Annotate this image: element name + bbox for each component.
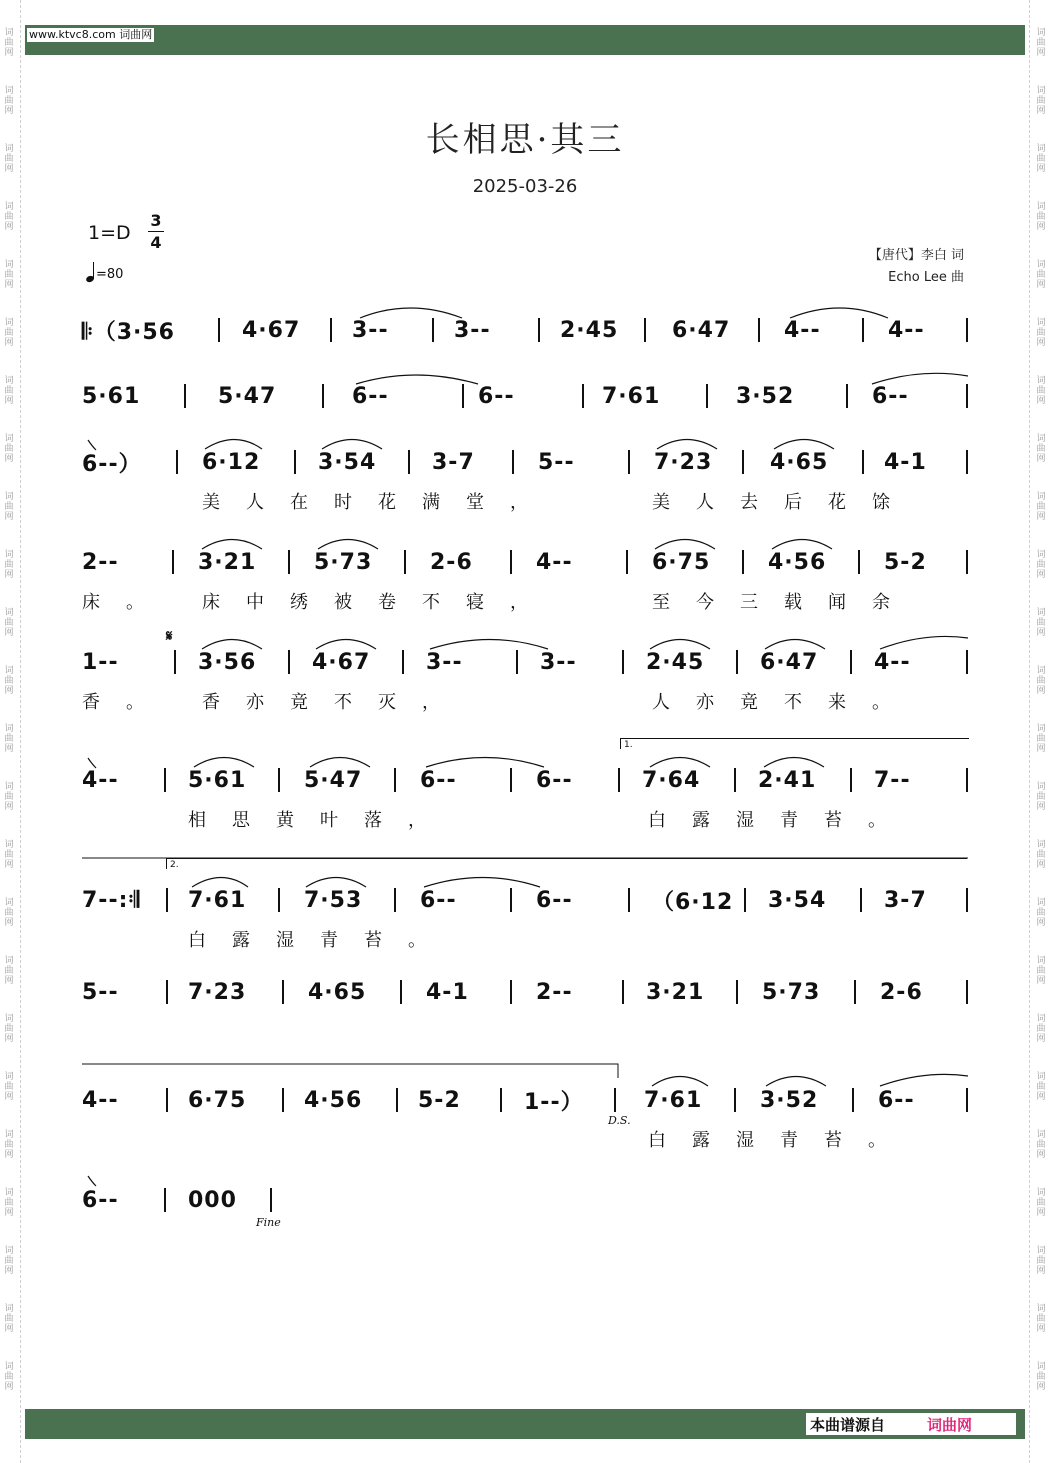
barline [176,450,178,474]
barline [166,980,168,1004]
barline [288,650,290,674]
barline [966,318,968,342]
watermark-text: 词曲网 [4,550,14,580]
barline [538,318,540,342]
measure: 7·61 [644,1087,703,1113]
barline [628,888,630,912]
barline [706,384,708,408]
barline [966,650,968,674]
score-line [82,882,970,918]
repeat-bracket-line [82,1064,618,1078]
watermark-text: 词曲网 [4,202,14,232]
barline [854,980,856,1004]
source-box [806,1413,1016,1435]
score-line [82,762,970,798]
watermark-text: 词曲网 [4,898,14,928]
measure: 6-- [536,767,573,793]
measure: 6-- [536,887,573,913]
measure: 4·56 [304,1087,363,1113]
barline [462,384,464,408]
right-dashed-border [1029,0,1030,1463]
measure: 1--） [524,1089,584,1115]
watermark-text: 词曲网 [4,666,14,696]
measure: 5·61 [82,383,141,409]
watermark-text: 词曲网 [4,1188,14,1218]
barline [510,768,512,792]
barline [278,888,280,912]
watermark-text: 词曲网 [4,840,14,870]
watermark-text: 词曲网 [4,144,14,174]
measure: 7·53 [304,887,363,913]
source-label: 本曲谱源自 [810,1415,886,1434]
barline [404,550,406,574]
measure: 7-- [874,767,911,793]
watermark-text: 词曲网 [4,28,14,58]
watermark-text: 词曲网 [4,318,14,348]
measure: 3·56 [198,649,257,675]
watermark-text: 词曲网 [4,1304,14,1334]
measure: 1-- [82,649,119,675]
lyrics-line [82,1126,970,1150]
measure: 4-- [874,649,911,675]
watermark-text: 词曲网 [1036,492,1046,522]
watermark-text: 词曲网 [4,434,14,464]
time-signature-top: 3 [150,211,162,230]
measure: 3-7 [884,887,927,913]
measure: 6·47 [672,317,731,343]
barline [164,1188,166,1212]
composer-credit: Echo Lee 曲 [888,270,964,285]
measure: 3·21 [646,979,705,1005]
lyricist-credit: 【唐代】李白 词 [868,248,964,263]
measure: 5-2 [884,549,927,575]
barline [278,768,280,792]
barline [858,550,860,574]
lyric-phrase: 白露湿青苔。 [648,1130,912,1151]
barline [166,1088,168,1112]
barline [402,650,404,674]
watermark-text: 词曲网 [1036,318,1046,348]
time-signature-bottom: 4 [150,233,162,252]
score-line [82,378,970,414]
barline [744,888,746,912]
barline [628,450,630,474]
measure: 7·64 [642,767,701,793]
measure: 3-- [352,317,389,343]
watermark-text: 词曲网 [1036,1188,1046,1218]
measure: 7--:𝄇 [82,887,141,913]
barline [622,980,624,1004]
watermark-text: 词曲网 [4,956,14,986]
lyric-phrase: 美人去后花馀 [652,492,916,513]
right-watermark-strip [1034,0,1048,1463]
barline [736,650,738,674]
measure: 5-- [538,449,575,475]
barline [394,888,396,912]
lyrics-line [82,588,970,612]
barline [736,980,738,1004]
top-header-bar [25,25,1025,55]
barline [174,650,176,674]
measure: 2-- [82,549,119,575]
watermark-text: 词曲网 [1036,86,1046,116]
barline [270,1188,272,1212]
barline [510,888,512,912]
measure: 4·67 [312,649,371,675]
watermark-text: 词曲网 [4,1362,14,1392]
measure: 4-1 [884,449,927,475]
barline [846,384,848,408]
measure: 5·73 [762,979,821,1005]
measure: 6·75 [652,549,711,575]
measure: 4-1 [426,979,469,1005]
lyric-phrase: 香。 [82,692,170,713]
time-signature-divider [148,231,164,232]
barline [860,888,862,912]
volta-bracket [166,858,967,869]
watermark-text: 词曲网 [1036,608,1046,638]
watermark-text: 词曲网 [4,376,14,406]
barline [966,980,968,1004]
watermark-text: 词曲网 [4,1130,14,1160]
barline [622,650,624,674]
measure: 7·61 [602,383,661,409]
measure: 4-- [82,767,119,793]
barline [626,550,628,574]
barline [852,1088,854,1112]
barline [282,980,284,1004]
measure: 4·67 [242,317,301,343]
watermark-text: 词曲网 [4,1246,14,1276]
watermark-text: 词曲网 [4,492,14,522]
lyric-phrase: 人亦竟不来。 [652,692,916,713]
barline [164,768,166,792]
watermark-text: 词曲网 [4,782,14,812]
watermark-text: 词曲网 [1036,666,1046,696]
lyric-phrase: 白露湿青苔。 [188,930,452,951]
measure: 7·61 [188,887,247,913]
bottom-footer-bar [25,1409,1025,1439]
measure: 5·47 [218,383,277,409]
measure: 2·41 [758,767,817,793]
measure: 6-- [478,383,515,409]
lyric-phrase: 美人在时花满堂， [202,492,554,513]
barline [396,1088,398,1112]
measure: 000 [188,1187,237,1213]
barline [966,550,968,574]
measure: 3·52 [736,383,795,409]
barline [510,980,512,1004]
barline [966,768,968,792]
barline [758,318,760,342]
measure: 4·65 [770,449,829,475]
measure: 6·75 [188,1087,247,1113]
watermark-text: 词曲网 [1036,550,1046,580]
measure: 2-- [536,979,573,1005]
barline [400,980,402,1004]
barline [294,450,296,474]
lyric-phrase: 相思黄叶落， [188,810,452,831]
score-line [82,974,970,1010]
barline [966,384,968,408]
fine-marking: Fine [256,1216,281,1229]
barline [510,550,512,574]
barline [500,1088,502,1112]
measure: 4·65 [308,979,367,1005]
tempo-value: =80 [96,267,124,282]
barline [966,450,968,474]
measure: 4-- [784,317,821,343]
watermark-text: 词曲网 [1036,1362,1046,1392]
measure: 2·45 [560,317,619,343]
lyric-phrase: 香亦竟不灭， [202,692,466,713]
measure: 3·54 [768,887,827,913]
watermark-text: 词曲网 [1036,434,1046,464]
barline [614,1088,616,1112]
measure: 4·56 [768,549,827,575]
measure: 3-- [426,649,463,675]
watermark-text: 词曲网 [4,1014,14,1044]
watermark-text: 词曲网 [4,260,14,290]
volta-number: 1. [624,740,633,750]
measure: 4-- [82,1087,119,1113]
watermark-text: 词曲网 [1036,28,1046,58]
watermark-text: 词曲网 [4,86,14,116]
barline [322,384,324,408]
barline [862,318,864,342]
measure: 5·61 [188,767,247,793]
watermark-text: 词曲网 [1036,144,1046,174]
measure: 5·73 [314,549,373,575]
lyric-phrase: 床。 [82,592,170,613]
barline [172,550,174,574]
measure: 4-- [888,317,925,343]
lyric-phrase: 至今三载闻余 [652,592,916,613]
barline [282,1088,284,1112]
volta-number: 2. [170,860,179,870]
measure: 3·52 [760,1087,819,1113]
watermark-text: 词曲网 [1036,202,1046,232]
volta-bracket [620,738,969,749]
barline [218,318,220,342]
watermark-text: 词曲网 [1036,260,1046,290]
barline [742,450,744,474]
key-signature: 1=D [88,222,131,244]
measure: 2-6 [880,979,923,1005]
lyric-phrase: 白露湿青苔。 [648,810,912,831]
barline [966,1088,968,1112]
watermark-text: 词曲网 [4,724,14,754]
score-line [82,444,970,480]
barline [394,768,396,792]
measure: 6-- [420,887,457,913]
song-title: 长相思·其三 [425,120,625,160]
watermark-text: 词曲网 [4,1072,14,1102]
watermark-text: 词曲网 [4,608,14,638]
song-date: 2025-03-26 [472,176,578,197]
left-dashed-border [20,0,21,1463]
watermark-text: 词曲网 [1036,840,1046,870]
ds-marking: D.S. [608,1114,631,1127]
watermark-text: 词曲网 [1036,898,1046,928]
measure: 3-- [540,649,577,675]
measure: 5-2 [418,1087,461,1113]
barline [166,888,168,912]
time-signature [148,211,164,252]
watermark-text: 词曲网 [1036,1304,1046,1334]
measure: 6·47 [760,649,819,675]
score-line [82,1182,970,1218]
left-watermark-strip [2,0,16,1463]
measure: 2-6 [430,549,473,575]
measure: 2·45 [646,649,705,675]
barline [516,650,518,674]
barline [582,384,584,408]
watermark-text: 词曲网 [1036,1072,1046,1102]
watermark-text: 词曲网 [1036,724,1046,754]
source-site-link[interactable]: 词曲网 [927,1415,973,1434]
barline [742,550,744,574]
measure: 7·23 [188,979,247,1005]
barline [432,318,434,342]
score-line [82,312,970,348]
measure: 4-- [536,549,573,575]
barline [850,650,852,674]
measure: 5-- [82,979,119,1005]
barline [644,318,646,342]
watermark-text: 词曲网 [1036,1014,1046,1044]
score-line [82,644,970,680]
lyrics-line [82,926,970,950]
measure: 3-- [454,317,491,343]
measure: 6-- [420,767,457,793]
tempo-marking [86,262,123,282]
barline [734,1088,736,1112]
barline [966,888,968,912]
quarter-note-icon [85,275,95,283]
barline [862,450,864,474]
measure: 6-- [352,383,389,409]
measure: 6·12 [202,449,261,475]
measure: 7·23 [654,449,713,475]
measure: 6-- [82,1187,119,1213]
watermark-text: 词曲网 [1036,1246,1046,1276]
measure: 3·54 [318,449,377,475]
watermark-text: 词曲网 [1036,782,1046,812]
lyric-phrase: 床中绣被卷不寝， [202,592,554,613]
barline [408,450,410,474]
measure: 3·21 [198,549,257,575]
barline [330,318,332,342]
measure: 3-7 [432,449,475,475]
barline [512,450,514,474]
barline [618,768,620,792]
measure: 5·47 [304,767,363,793]
measure: 6-- [872,383,909,409]
score-line [82,544,970,580]
barline [184,384,186,408]
site-url-link[interactable]: www.ktvc8.com 词曲网 [29,28,153,41]
measure: （6·12 [652,889,734,915]
measure: 6--） [82,451,142,477]
lyrics-line [82,806,970,830]
lyrics-line [82,488,970,512]
watermark-text: 词曲网 [1036,1130,1046,1160]
watermark-text: 词曲网 [1036,376,1046,406]
score-line [82,1082,970,1118]
barline [734,768,736,792]
barline [850,768,852,792]
segno-sign: 𝄋 [166,627,173,645]
watermark-text: 词曲网 [1036,956,1046,986]
measure: 6-- [878,1087,915,1113]
lyrics-line [82,688,970,712]
measure: 𝄆（3·56 [82,319,175,345]
barline [288,550,290,574]
